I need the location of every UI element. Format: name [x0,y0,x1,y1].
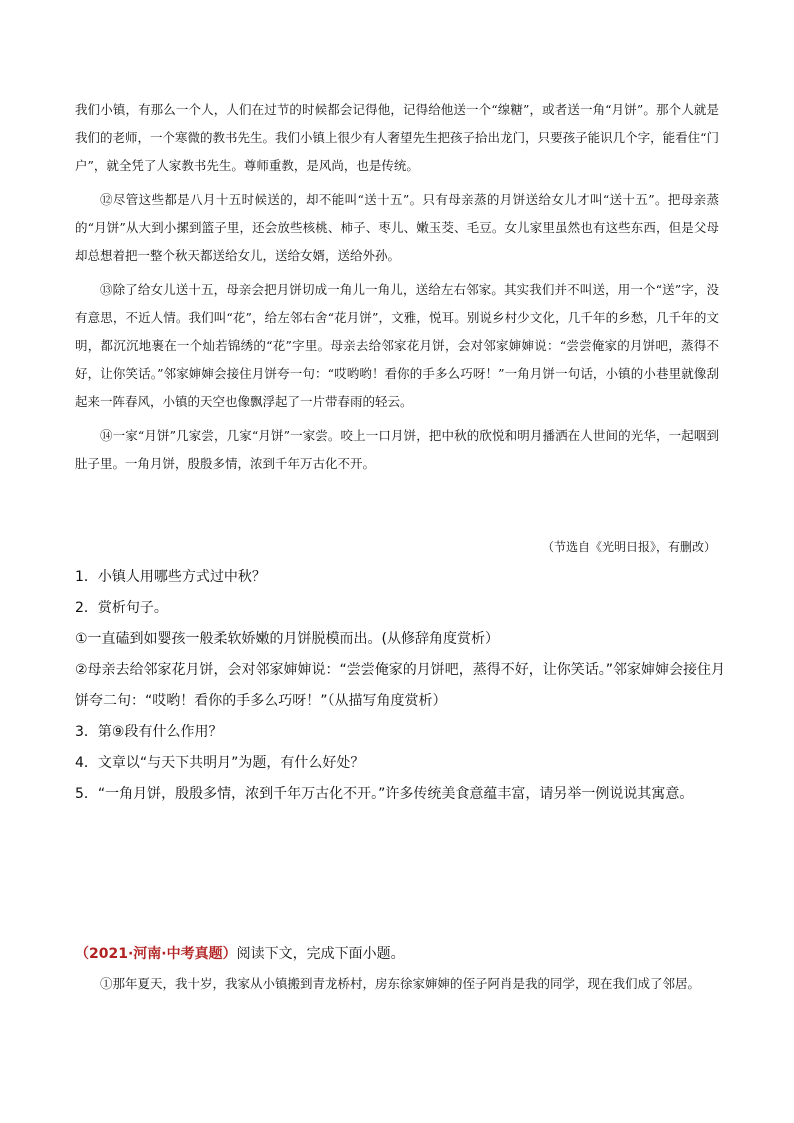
passage-paragraph-12: ⑫尽管这些都是八月十五时候送的，却不能叫“送十五”。只有母亲蒸的月饼送给女儿才叫“送十五”。把母亲蒸的“月饼”从大到小摞到篮子里，还会放些核桃、柿子、枣儿、嫩玉茭、毛豆。女儿家里虽然也有这些东西，但是父母却总想着把一整个秋天都送给女儿，送给女婿，送给外孙。 [75,192,719,263]
next-question-header [75,939,735,970]
questions-block [75,562,735,810]
question-1: 1．小镇人用哪些方式过中秋？ [75,569,266,585]
source-note: （节选自《光明日报》，有删改） [541,540,716,554]
next-passage-paragraph-1: ①那年夏天，我十岁，我家从小镇搬到青龙桥村，房东徐家婶婶的侄子阿肖是我的同学，现在我们成了邻居。 [100,976,701,991]
question-2-item-1: ①一直磕到如婴孩一般柔软娇嫩的月饼脱模而出。(从修辞角度赏析） [75,631,500,647]
next-passage-block [75,970,719,998]
passage-paragraph-13: ⑬除了给女儿送十五，母亲会把月饼切成一角儿一角儿，送给左右邻家。其实我们并不叫送，用一个“送”字，没有意思，不近人情。我们叫“花”，给左邻右舍“花月饼”，文雅，悦耳。别说乡村少文化，几千年的乡愁，几千年的文明，都沉沉地裹在一个灿若锦绣的“花”字里。母亲去给邻家花月饼，会对邻家婶婶说：“尝尝俺家的月饼吧，蒸得不好，让你笑话。”邻家婶婶会接住月饼夸一句：“哎哟哟！看你的手多么巧呀！”一角月饼一句话，小镇的小巷里就像刮起来一阵春风，小镇的天空也像飘浮起了一片带春雨的轻云。 [75,282,719,409]
reading-instruction: 阅读下文，完成下面小题。 [236,946,405,962]
question-2: 2．赏析句子。 [75,600,168,616]
question-3: 3．第⑨段有什么作用？ [75,724,223,740]
passage-paragraph-14: ⑭一家“月饼”几家尝，几家“月饼”一家尝。咬上一口月饼，把中秋的欣悦和明月播洒在人世间的光华，一起咽到肚子里。一角月饼，殷殷多情，浓到千年万古化不开。 [75,428,719,471]
question-2-item-2: ②母亲去给邻家花月饼，会对邻家婶婶说：“尝尝俺家的月饼吧，蒸得不好，让你笑话。”邻家婶婶会接住月饼夸二句：“哎哟！看你的手多么巧呀！”（从描写角度赏析） [75,662,726,709]
exam-source-tag: （2021·河南·中考真题） [75,946,237,962]
passage-paragraph-intro: 我们小镇，有那么一个人，人们在过节的时候都会记得他，记得给他送一个“缐糖”，或者送一角“月饼”。那个人就是我们的老师，一个寒微的教书先生。我们小镇上很少有人奢望先生把孩子拾出龙门，只要孩子能识几个字，能看住“门户”，就全凭了人家教书先生。尊师重教，是风尚，也是传统。 [75,102,719,173]
passage-block [75,96,719,478]
question-5: 5．“一角月饼，殷殷多情，浓到千年万古化不开。”许多传统美食意蕴丰富，请另举一例说说其寓意。 [75,786,694,802]
question-4: 4．文章以“与天下共明月”为题，有什么好处？ [75,755,365,771]
